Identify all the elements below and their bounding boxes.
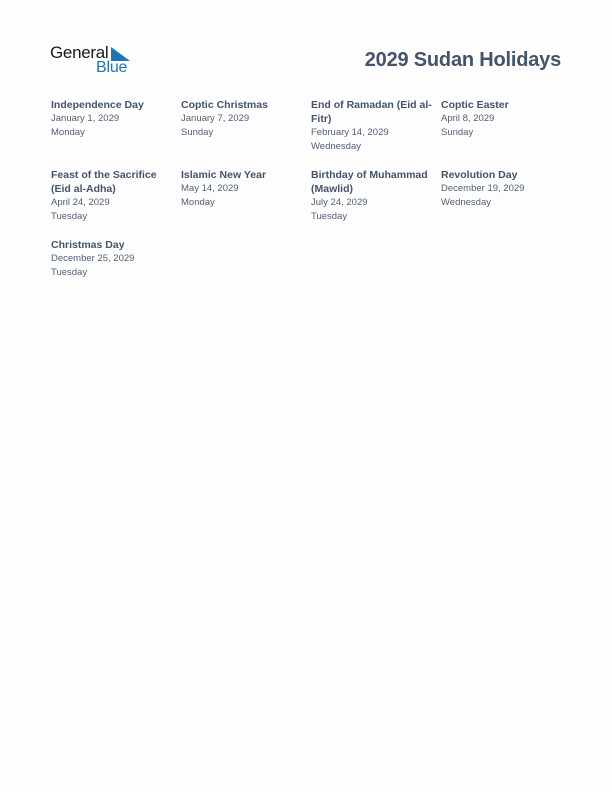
holiday-item: [51, 98, 175, 140]
page-title: 2029 Sudan Holidays: [364, 49, 561, 71]
holiday-name: Coptic Easter: [441, 99, 509, 111]
holiday-name: Birthday of Muhammad (Mawlid): [311, 169, 428, 195]
holiday-item: [51, 168, 175, 224]
holiday-name: Coptic Christmas: [181, 99, 268, 111]
holiday-name: End of Ramadan (Eid al-Fitr): [311, 99, 432, 125]
holiday-date: January 7, 2029: [181, 113, 250, 124]
holiday-weekday: Wednesday: [311, 141, 361, 152]
holiday-item: [311, 98, 435, 154]
holiday-item: [441, 98, 565, 140]
holiday-item: [181, 98, 305, 140]
holiday-date: July 24, 2029: [311, 197, 368, 208]
holiday-item: [441, 168, 565, 210]
holiday-weekday: Sunday: [441, 127, 474, 138]
logo-word-general: General: [50, 43, 109, 62]
holiday-name: Christmas Day: [51, 239, 125, 251]
holiday-weekday: Tuesday: [311, 211, 348, 222]
holiday-date: January 1, 2029: [51, 113, 120, 124]
holiday-item: [51, 238, 175, 280]
holiday-weekday: Wednesday: [441, 197, 491, 208]
holiday-date: April 24, 2029: [51, 197, 110, 208]
logo-word-blue: Blue: [96, 59, 128, 76]
holiday-item: [181, 168, 305, 210]
holiday-name: Independence Day: [51, 99, 144, 111]
holiday-date: May 14, 2029: [181, 183, 239, 194]
holiday-date: April 8, 2029: [441, 113, 495, 124]
holiday-weekday: Tuesday: [51, 267, 88, 278]
holiday-name: Feast of the Sacrifice (Eid al-Adha): [51, 169, 157, 195]
holiday-item: [311, 168, 435, 224]
holiday-weekday: Monday: [181, 197, 215, 208]
holiday-weekday: Monday: [51, 127, 85, 138]
holiday-date: February 14, 2029: [311, 127, 389, 138]
holiday-weekday: Tuesday: [51, 211, 88, 222]
brand-logo: [50, 44, 140, 78]
holiday-weekday: Sunday: [181, 127, 214, 138]
holiday-date: December 19, 2029: [441, 183, 525, 194]
holiday-name: Revolution Day: [441, 169, 518, 181]
holiday-name: Islamic New Year: [181, 169, 267, 181]
holiday-date: December 25, 2029: [51, 253, 135, 264]
